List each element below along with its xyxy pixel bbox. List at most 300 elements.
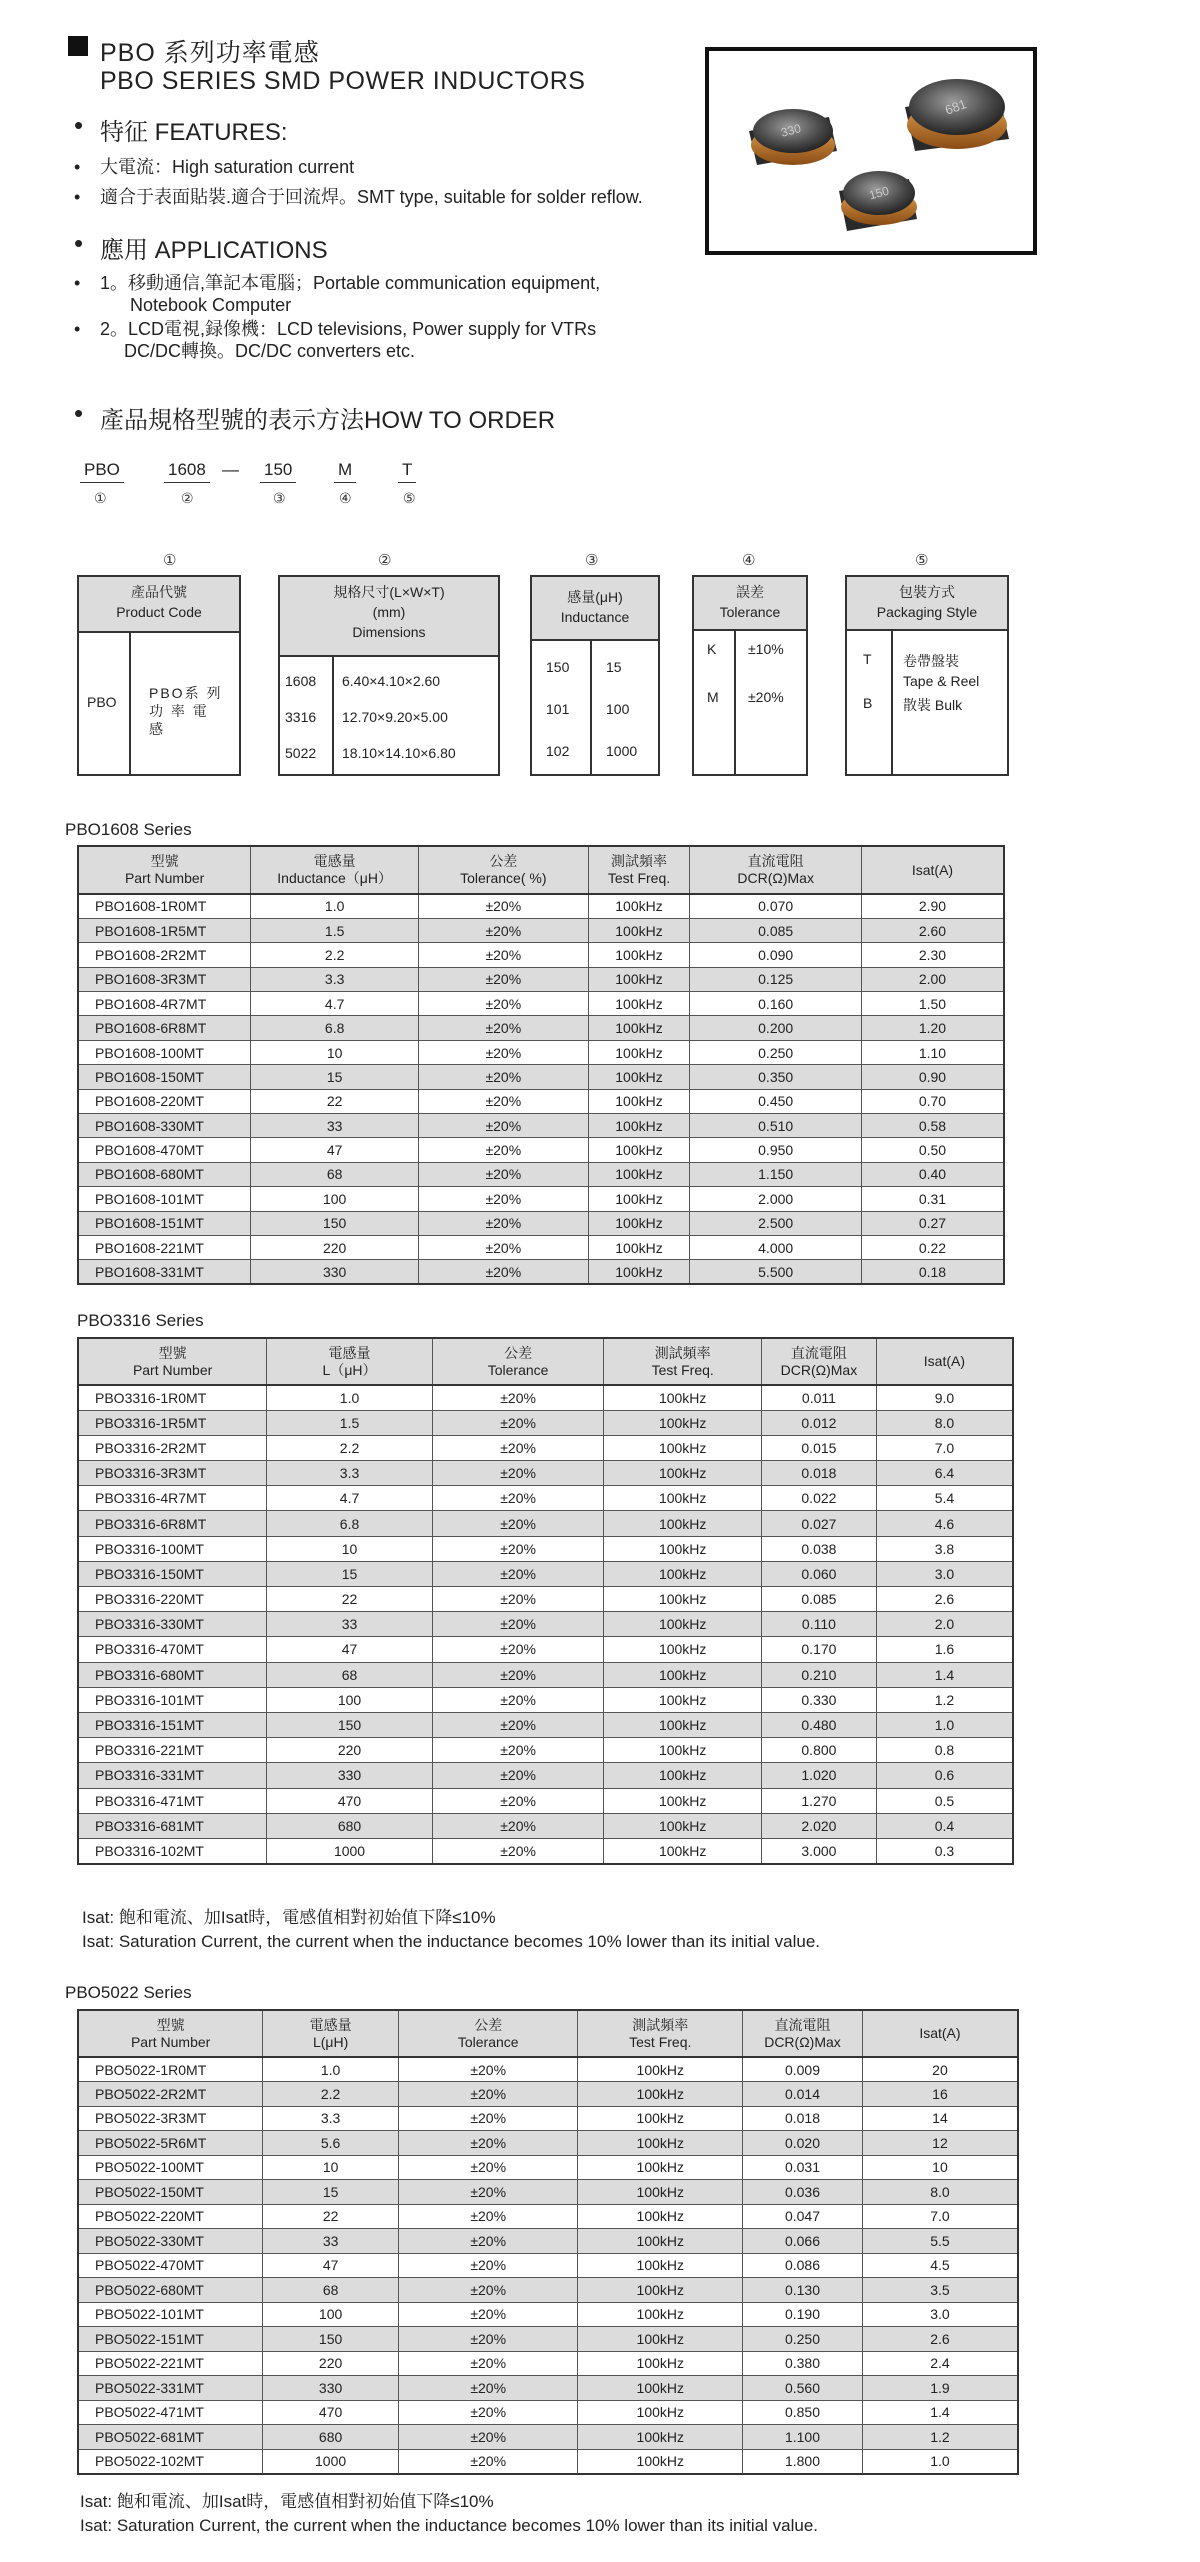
- part-number-cell: PBO3316-1R0MT: [78, 1385, 267, 1410]
- table-cell: ±20%: [398, 2155, 578, 2180]
- table-cell: 0.018: [743, 2106, 863, 2131]
- table-cell: 1.020: [762, 1763, 877, 1788]
- table-cell: 150: [267, 1712, 433, 1737]
- box-header-en: Product Code: [116, 604, 202, 620]
- column-header: [267, 1338, 433, 1385]
- dimensions-box: [278, 575, 500, 776]
- table-row: [78, 918, 1004, 942]
- table-row: [78, 1138, 1004, 1162]
- table-row: [78, 1536, 1013, 1561]
- table-cell: 0.50: [861, 1138, 1004, 1162]
- column-header-line: Part Number: [132, 1361, 213, 1378]
- table-cell: ±20%: [432, 1637, 604, 1662]
- table-cell: 1.100: [743, 2425, 863, 2450]
- table-cell: ±20%: [419, 1162, 589, 1186]
- table-cell: ±20%: [432, 1486, 604, 1511]
- table-cell: ±20%: [398, 2449, 578, 2474]
- table-cell: ±20%: [419, 992, 589, 1016]
- order-code-text: 1608: [164, 460, 210, 483]
- table-cell: 100kHz: [578, 2351, 743, 2376]
- table-cell: 1.5: [267, 1410, 433, 1435]
- table-cell: 0.3: [876, 1838, 1013, 1863]
- part-number-cell: PBO3316-470MT: [78, 1637, 267, 1662]
- table-cell: 5.500: [690, 1260, 862, 1284]
- box-number: ⑤: [915, 552, 929, 569]
- table-row: [78, 1410, 1013, 1435]
- table-cell: 3.5: [862, 2278, 1018, 2303]
- table-cell: 0.009: [743, 2057, 863, 2082]
- table-cell: ±20%: [419, 1016, 589, 1040]
- table-cell: 100kHz: [604, 1461, 762, 1486]
- box-number: ③: [585, 552, 599, 569]
- table-cell: 0.31: [861, 1187, 1004, 1211]
- table-cell: 150: [263, 2327, 399, 2352]
- column-header-line: L(μH): [312, 2033, 349, 2050]
- box-divider: [891, 631, 893, 774]
- column-header-line: Isat(A): [923, 1353, 966, 1369]
- table-row: [78, 1763, 1013, 1788]
- table-cell: 22: [263, 2204, 399, 2229]
- table-cell: 0.060: [762, 1561, 877, 1586]
- table-cell: 68: [251, 1162, 419, 1186]
- part-number-cell: PBO5022-100MT: [78, 2155, 263, 2180]
- table-cell: ±20%: [398, 2302, 578, 2327]
- table-cell: 330: [263, 2376, 399, 2401]
- table-cell: 8.0: [876, 1410, 1013, 1435]
- inductance-box: [530, 575, 660, 776]
- column-header-line: 測試頻率: [632, 2016, 689, 2033]
- box-divider: [734, 631, 736, 774]
- column-header-line: 電感量: [313, 853, 356, 869]
- part-number-cell: PBO5022-470MT: [78, 2253, 263, 2278]
- part-number-cell: PBO5022-1R0MT: [78, 2057, 263, 2082]
- table-cell: 100kHz: [578, 2253, 743, 2278]
- table-cell: 0.027: [762, 1511, 877, 1536]
- table-cell: ±20%: [419, 1138, 589, 1162]
- table-cell: 220: [251, 1235, 419, 1259]
- table-cell: 100kHz: [588, 1211, 690, 1235]
- isat-note-cn: Isat: 飽和電流、加Isat時，電感值相對初始值下降≤10%: [82, 1908, 496, 1927]
- box-header-en: Inductance: [560, 609, 630, 625]
- table-cell: 1.10: [861, 1040, 1004, 1064]
- part-number-cell: PBO3316-220MT: [78, 1587, 267, 1612]
- table-row: [78, 1712, 1013, 1737]
- table-cell: ±20%: [398, 2351, 578, 2376]
- table-cell: 1.9: [862, 2376, 1018, 2401]
- column-header-line: Inductance（μH）: [277, 870, 392, 886]
- table-cell: 2.2: [263, 2082, 399, 2107]
- table-row: [78, 2425, 1018, 2450]
- dim-value: 6.40×4.10×2.60: [342, 673, 441, 689]
- table-cell: 4.5: [862, 2253, 1018, 2278]
- part-number-cell: PBO3316-100MT: [78, 1536, 267, 1561]
- table-cell: 100kHz: [604, 1763, 762, 1788]
- inductor-left: [749, 109, 837, 165]
- applications-heading: • 應用 APPLICATIONS: [100, 230, 328, 265]
- title-square-bullet: [68, 36, 88, 56]
- column-header-line: Tolerance( %): [460, 870, 547, 886]
- column-header-line: 公差: [474, 2016, 503, 2033]
- order-code-text: 150: [260, 460, 296, 483]
- table-row: [78, 1511, 1013, 1536]
- table-cell: 0.70: [861, 1089, 1004, 1113]
- part-number-cell: PBO5022-2R2MT: [78, 2082, 263, 2107]
- table-cell: 100: [267, 1687, 433, 1712]
- table-cell: ±20%: [398, 2376, 578, 2401]
- pack-desc: Tape & Reel: [903, 673, 980, 689]
- table-cell: 5.4: [876, 1486, 1013, 1511]
- table-cell: 100kHz: [604, 1410, 762, 1435]
- table-cell: ±20%: [419, 943, 589, 967]
- table-cell: 2.4: [862, 2351, 1018, 2376]
- pack-desc: 散裝 Bulk: [903, 697, 963, 713]
- table-cell: 100kHz: [578, 2229, 743, 2254]
- table-row: [78, 2057, 1018, 2082]
- table-cell: ±20%: [398, 2400, 578, 2425]
- table-cell: 4.7: [267, 1486, 433, 1511]
- ind-value: 100: [606, 701, 630, 717]
- column-header-line: 電感量: [309, 2016, 352, 2033]
- part-number-cell: PBO3316-221MT: [78, 1738, 267, 1763]
- table-cell: 0.110: [762, 1612, 877, 1637]
- table-cell: 1.50: [861, 992, 1004, 1016]
- table-cell: ±20%: [432, 1410, 604, 1435]
- table-row: [78, 894, 1004, 918]
- column-header-line: Test Freq.: [629, 2033, 692, 2050]
- table-cell: ±20%: [432, 1511, 604, 1536]
- table-cell: 220: [263, 2351, 399, 2376]
- table-header-row: [78, 846, 1004, 894]
- series-title-3316: PBO3316 Series: [77, 1311, 204, 1330]
- table-cell: 100kHz: [578, 2425, 743, 2450]
- table-cell: 0.012: [762, 1410, 877, 1435]
- table-cell: 100kHz: [578, 2278, 743, 2303]
- column-header-line: 型號: [156, 2016, 185, 2033]
- table-cell: 100kHz: [578, 2449, 743, 2474]
- table-row: [78, 992, 1004, 1016]
- table-row: [78, 2253, 1018, 2278]
- column-header-line: 電感量: [328, 1344, 371, 1361]
- table-cell: ±20%: [432, 1536, 604, 1561]
- order-code-num: ②: [181, 490, 194, 506]
- table-cell: 10: [862, 2155, 1018, 2180]
- table-cell: 7.0: [862, 2204, 1018, 2229]
- part-number-cell: PBO3316-681MT: [78, 1813, 267, 1838]
- table-cell: 100kHz: [604, 1788, 762, 1813]
- table-cell: 2.6: [876, 1587, 1013, 1612]
- part-number-cell: PBO1608-330MT: [78, 1114, 251, 1138]
- table-cell: 100: [263, 2302, 399, 2327]
- table-cell: 100kHz: [604, 1612, 762, 1637]
- table-cell: 100kHz: [588, 1065, 690, 1089]
- table-row: [78, 2229, 1018, 2254]
- table-cell: 100kHz: [604, 1486, 762, 1511]
- tol-code: M: [707, 689, 719, 705]
- table-cell: 100kHz: [604, 1637, 762, 1662]
- table-cell: ±20%: [419, 1089, 589, 1113]
- column-header: [78, 1338, 267, 1385]
- part-number-cell: PBO5022-331MT: [78, 2376, 263, 2401]
- order-code-num: ③: [273, 490, 286, 506]
- tol-value: ±20%: [748, 689, 784, 705]
- table-cell: ±20%: [419, 1114, 589, 1138]
- table-cell: ±20%: [398, 2253, 578, 2278]
- box-divider: [332, 657, 334, 774]
- column-header-line: 測試頻率: [654, 1344, 711, 1361]
- table-cell: 100kHz: [588, 1162, 690, 1186]
- series-title-1608: PBO1608 Series: [65, 820, 192, 839]
- table-cell: 0.58: [861, 1114, 1004, 1138]
- part-number-cell: PBO5022-151MT: [78, 2327, 263, 2352]
- part-number-cell: PBO1608-100MT: [78, 1040, 251, 1064]
- table-row: [78, 2204, 1018, 2229]
- title-en: PBO SERIES SMD POWER INDUCTORS: [100, 67, 586, 95]
- part-number-cell: PBO1608-101MT: [78, 1187, 251, 1211]
- table-cell: 0.031: [743, 2155, 863, 2180]
- table-cell: 22: [267, 1587, 433, 1612]
- table-cell: 0.085: [762, 1587, 877, 1612]
- feature-item: • 適合于表面貼裝.適合于回流焊。SMT type, suitable for solder reflow.: [100, 186, 643, 208]
- order-code-text: M: [334, 460, 356, 483]
- features-heading: • 特征 FEATURES:: [100, 112, 288, 147]
- part-number-cell: PBO5022-150MT: [78, 2180, 263, 2205]
- part-number-cell: PBO1608-221MT: [78, 1235, 251, 1259]
- table-cell: ±20%: [419, 1211, 589, 1235]
- table-cell: 1.2: [862, 2425, 1018, 2450]
- table-cell: ±20%: [419, 1235, 589, 1259]
- table-cell: ±20%: [398, 2057, 578, 2082]
- table-row: [78, 2376, 1018, 2401]
- column-header-line: Test Freq.: [607, 870, 671, 886]
- box-number: ④: [742, 552, 756, 569]
- table-cell: 0.800: [762, 1738, 877, 1763]
- table-cell: ±20%: [398, 2229, 578, 2254]
- table-cell: 33: [263, 2229, 399, 2254]
- table-cell: 6.4: [876, 1461, 1013, 1486]
- box-header-cn: 誤差: [736, 584, 764, 600]
- inductor-right: [905, 79, 1009, 151]
- column-header-line: DCR(Ω)Max: [737, 870, 814, 886]
- column-header-line: 直流電阻: [774, 2016, 831, 2033]
- order-code-num: ④: [339, 490, 352, 506]
- table-cell: 100kHz: [588, 894, 690, 918]
- table-cell: ±20%: [432, 1712, 604, 1737]
- table-cell: 0.8: [876, 1738, 1013, 1763]
- table-cell: 68: [267, 1662, 433, 1687]
- table-cell: 0.014: [743, 2082, 863, 2107]
- table-cell: 0.020: [743, 2131, 863, 2156]
- box-header-cn: 包裝方式: [899, 584, 955, 600]
- table-row: [78, 1813, 1013, 1838]
- table-cell: 15: [251, 1065, 419, 1089]
- application-line: Notebook Computer: [130, 295, 292, 315]
- table-cell: ±20%: [432, 1838, 604, 1863]
- table-cell: ±20%: [398, 2106, 578, 2131]
- part-number-cell: PBO3316-471MT: [78, 1788, 267, 1813]
- table-cell: 0.022: [762, 1486, 877, 1511]
- table-cell: 100kHz: [578, 2131, 743, 2156]
- part-number-cell: PBO5022-330MT: [78, 2229, 263, 2254]
- table-cell: 0.450: [690, 1089, 862, 1113]
- table-cell: ±20%: [432, 1738, 604, 1763]
- ind-code: 102: [546, 743, 570, 759]
- table-row: [78, 1260, 1004, 1284]
- tolerance-box: [692, 575, 808, 776]
- part-number-cell: PBO1608-1R5MT: [78, 918, 251, 942]
- table-row: [78, 1016, 1004, 1040]
- table-cell: 0.130: [743, 2278, 863, 2303]
- marking-text: 150: [867, 183, 891, 203]
- table-cell: ±20%: [398, 2180, 578, 2205]
- table-cell: 0.90: [861, 1065, 1004, 1089]
- part-number-cell: PBO5022-681MT: [78, 2425, 263, 2450]
- table-row: [78, 1612, 1013, 1637]
- part-number-cell: PBO5022-3R3MT: [78, 2106, 263, 2131]
- column-header: [588, 846, 690, 894]
- part-number-cell: PBO1608-220MT: [78, 1089, 251, 1113]
- table-row: [78, 943, 1004, 967]
- table-cell: ±20%: [398, 2204, 578, 2229]
- column-header: [743, 2010, 863, 2057]
- table-cell: 100kHz: [588, 1260, 690, 1284]
- table-cell: ±20%: [432, 1662, 604, 1687]
- table-cell: 0.250: [690, 1040, 862, 1064]
- table-cell: 2.60: [861, 918, 1004, 942]
- part-number-cell: PBO3316-4R7MT: [78, 1486, 267, 1511]
- column-header: [762, 1338, 877, 1385]
- application-item: [100, 318, 596, 362]
- table-cell: 100kHz: [604, 1662, 762, 1687]
- table-cell: 100kHz: [604, 1385, 762, 1410]
- table-cell: ±20%: [419, 967, 589, 991]
- pack-code: T: [863, 651, 872, 667]
- table-cell: 1.0: [263, 2057, 399, 2082]
- column-header-line: L（μH）: [322, 1361, 377, 1378]
- table-cell: 10: [263, 2155, 399, 2180]
- table-cell: 0.350: [690, 1065, 862, 1089]
- table-cell: ±20%: [398, 2131, 578, 2156]
- table-cell: ±20%: [432, 1435, 604, 1460]
- table-cell: 6.8: [267, 1511, 433, 1536]
- application-line: DC/DC轉換。DC/DC converters etc.: [124, 341, 416, 361]
- table-cell: 0.560: [743, 2376, 863, 2401]
- table-cell: 0.22: [861, 1235, 1004, 1259]
- column-header: [398, 2010, 578, 2057]
- packaging-box: [845, 575, 1009, 776]
- table-cell: 1.0: [876, 1712, 1013, 1737]
- table-cell: ±20%: [432, 1813, 604, 1838]
- dim-code: 5022: [285, 745, 317, 761]
- table-cell: 0.4: [876, 1813, 1013, 1838]
- part-number-cell: PBO3316-151MT: [78, 1712, 267, 1737]
- table-cell: 1000: [263, 2449, 399, 2474]
- table-row: [78, 1114, 1004, 1138]
- table-cell: 2.90: [861, 894, 1004, 918]
- table-cell: ±20%: [419, 1187, 589, 1211]
- table-cell: 16: [862, 2082, 1018, 2107]
- table-cell: ±20%: [419, 1040, 589, 1064]
- table-cell: 2.500: [690, 1211, 862, 1235]
- table-cell: 100kHz: [588, 1040, 690, 1064]
- part-number-cell: PBO1608-151MT: [78, 1211, 251, 1235]
- box-divider: [590, 641, 592, 774]
- table-cell: 100kHz: [588, 1138, 690, 1162]
- part-number-cell: PBO3316-330MT: [78, 1612, 267, 1637]
- part-number-cell: PBO5022-101MT: [78, 2302, 263, 2327]
- order-code-dash: —: [222, 460, 239, 479]
- column-header: [263, 2010, 399, 2057]
- column-header: [861, 846, 1004, 894]
- order-code-part: [260, 460, 296, 480]
- table-cell: 0.5: [876, 1788, 1013, 1813]
- table-cell: 10: [251, 1040, 419, 1064]
- table-cell: 100kHz: [578, 2057, 743, 2082]
- table-cell: 3.0: [876, 1561, 1013, 1586]
- part-number-cell: PBO1608-470MT: [78, 1138, 251, 1162]
- table-cell: 0.40: [861, 1162, 1004, 1186]
- dim-value: 12.70×9.20×5.00: [342, 709, 448, 725]
- table-cell: ±20%: [432, 1612, 604, 1637]
- table-cell: 2.30: [861, 943, 1004, 967]
- table-cell: 100kHz: [578, 2327, 743, 2352]
- table-cell: 4.000: [690, 1235, 862, 1259]
- table-cell: 22: [251, 1089, 419, 1113]
- column-header-line: 型號: [158, 1344, 187, 1361]
- table-row: [78, 1187, 1004, 1211]
- table-cell: 0.018: [762, 1461, 877, 1486]
- part-number-cell: PBO3316-6R8MT: [78, 1511, 267, 1536]
- table-cell: 100kHz: [588, 1114, 690, 1138]
- column-header: [251, 846, 419, 894]
- table-cell: 100kHz: [588, 967, 690, 991]
- column-header-line: 型號: [150, 853, 179, 869]
- inductor-bottom: [839, 171, 917, 231]
- table-cell: 0.330: [762, 1687, 877, 1712]
- part-number-cell: PBO1608-6R8MT: [78, 1016, 251, 1040]
- order-code-text: T: [398, 460, 416, 483]
- table-cell: ±20%: [398, 2425, 578, 2450]
- table-cell: 2.020: [762, 1813, 877, 1838]
- table-cell: 5.5: [862, 2229, 1018, 2254]
- product-photo: [705, 47, 1037, 255]
- order-code-part: [80, 460, 124, 480]
- table-cell: 100kHz: [578, 2204, 743, 2229]
- table-cell: 1.0: [251, 894, 419, 918]
- marking-text: 681: [942, 96, 969, 118]
- box-header-cn: 感量(μH): [567, 589, 623, 605]
- column-header-line: Tolerance: [457, 2033, 519, 2050]
- column-header-line: Isat(A): [919, 2025, 961, 2041]
- part-number-cell: PBO5022-220MT: [78, 2204, 263, 2229]
- table-cell: 0.190: [743, 2302, 863, 2327]
- box-header-en: Tolerance: [719, 604, 781, 620]
- table-row: [78, 1662, 1013, 1687]
- order-code-num: ①: [94, 490, 107, 506]
- box-header: [694, 577, 806, 631]
- column-header-line: Part Number: [130, 2033, 211, 2050]
- table-row: [78, 1461, 1013, 1486]
- table-cell: 2.6: [862, 2327, 1018, 2352]
- box-header: [280, 577, 498, 657]
- table-cell: ±20%: [432, 1385, 604, 1410]
- table-cell: 7.0: [876, 1435, 1013, 1460]
- isat-note-en: Isat: Saturation Current, the current when the inductance becomes 10% lower than its initial value.: [82, 1932, 821, 1951]
- table-cell: 1.20: [861, 1016, 1004, 1040]
- order-code-num: ⑤: [403, 490, 416, 506]
- table-row: [78, 1486, 1013, 1511]
- application-line: • 1。移動通信,筆記本電腦；Portable communication equipment,: [100, 273, 601, 293]
- table-cell: 47: [267, 1637, 433, 1662]
